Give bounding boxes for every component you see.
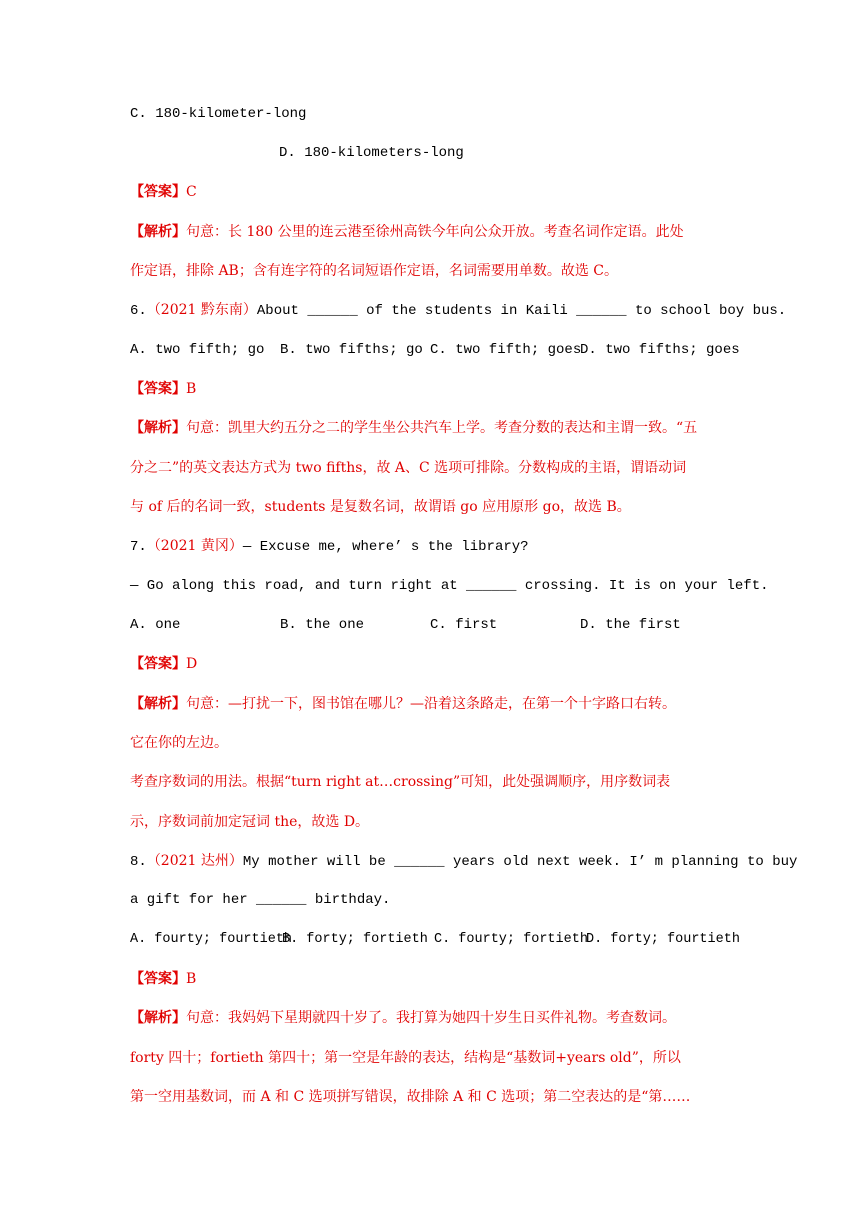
option-c: C. first bbox=[430, 617, 498, 633]
question-stem: My mother will be ______ years old next week. I’ m planning to buy bbox=[242, 854, 798, 870]
q7-stem-line1 bbox=[130, 536, 529, 557]
q5-option-c: C. 180-kilometer-long bbox=[130, 106, 307, 122]
analysis-tag: 【解析】 bbox=[130, 224, 186, 240]
question-number: 7. bbox=[130, 539, 147, 555]
option-c: C. two fifth; goes bbox=[430, 342, 582, 358]
option-b: B. two fifths; go bbox=[280, 342, 423, 358]
analysis-tag: 【解析】 bbox=[130, 696, 186, 712]
answer-tag: 【答案】 bbox=[130, 656, 186, 672]
q5-analysis-line2: 作定语，排除 AB；含有连字符的名词短语作定语，名词需要用单数。故选 C。 bbox=[130, 263, 619, 279]
analysis-text: 句意：长 180 公里的连云港至徐州高铁今年向公众开放。考查名词作定语。此处 bbox=[186, 224, 684, 240]
q7-answer bbox=[130, 654, 197, 674]
q5-analysis-line1 bbox=[130, 222, 684, 242]
answer-value: D bbox=[186, 656, 198, 672]
answer-value: B bbox=[186, 971, 197, 987]
q6-analysis-line1 bbox=[130, 418, 697, 438]
option-d: D. two fifths; goes bbox=[580, 342, 740, 358]
q7-analysis-line4: 示，序数词前加定冠词 the，故选 D。 bbox=[130, 814, 370, 830]
question-stem: About ______ of the students in Kaili ______ to school boy bus. bbox=[256, 303, 787, 319]
option-d: D. forty; fourtieth bbox=[586, 932, 740, 947]
q8-analysis-line2: forty 四十；fortieth 第四十；第一空是年龄的表达，结构是“基数词+years old”，所以 bbox=[130, 1050, 681, 1066]
q7-stem-line2: — Go along this road, and turn right at ______ crossing. It is on your left. bbox=[130, 578, 769, 594]
q7-options bbox=[130, 615, 681, 635]
analysis-tag: 【解析】 bbox=[130, 420, 186, 436]
answer-value: B bbox=[186, 381, 197, 397]
option-b: B. the one bbox=[280, 617, 365, 633]
question-number: 8. bbox=[130, 854, 147, 870]
analysis-tag: 【解析】 bbox=[130, 1010, 186, 1026]
option-a: A. fourty; fourtieth bbox=[130, 932, 293, 947]
question-source: （2021 黄冈） bbox=[146, 538, 243, 554]
q6-analysis-line3: 与 of 后的名词一致，students 是复数名词，故谓语 go 应用原形 go，故选 B。 bbox=[130, 499, 631, 515]
q8-analysis-line3: 第一空用基数词，而 A 和 C 选项拼写错误，故排除 A 和 C 选项；第二空表达的是“第…… bbox=[130, 1089, 691, 1105]
q6-stem bbox=[130, 300, 786, 321]
q8-analysis-line1 bbox=[130, 1008, 676, 1028]
option-c: C. fourty; fortieth bbox=[434, 932, 588, 947]
answer-tag: 【答案】 bbox=[130, 184, 186, 200]
q7-analysis-line3: 考查序数词的用法。根据“turn right at…crossing”可知，此处强调顺序，用序数词表 bbox=[130, 774, 671, 790]
answer-tag: 【答案】 bbox=[130, 971, 186, 987]
option-d: D. the first bbox=[580, 617, 681, 633]
q8-stem-line1 bbox=[130, 851, 797, 872]
q7-analysis-line2: 它在你的左边。 bbox=[130, 735, 228, 751]
q8-stem-line2: a gift for her ______ birthday. bbox=[130, 892, 391, 908]
question-source: （2021 黔东南） bbox=[146, 302, 257, 318]
answer-tag: 【答案】 bbox=[130, 381, 186, 397]
q6-options bbox=[130, 340, 740, 360]
q5-answer bbox=[130, 182, 197, 202]
q7-analysis-line1 bbox=[130, 694, 676, 714]
q8-answer bbox=[130, 969, 196, 989]
analysis-text: 句意：凯里大约五分之二的学生坐公共汽车上学。考查分数的表达和主谓一致。“五 bbox=[186, 420, 698, 436]
question-source: （2021 达州） bbox=[146, 853, 243, 869]
option-b: B. forty; fortieth bbox=[282, 932, 428, 947]
option-a: A. one bbox=[130, 617, 181, 633]
question-number: 6. bbox=[130, 303, 147, 319]
q8-options bbox=[130, 930, 740, 950]
q6-answer bbox=[130, 379, 196, 399]
q6-analysis-line2: 分之二”的英文表达方式为 two fifths，故 A、C 选项可排除。分数构成的主语，谓语动词 bbox=[130, 460, 687, 476]
analysis-text: 句意：我妈妈下星期就四十岁了。我打算为她四十岁生日买件礼物。考查数词。 bbox=[186, 1010, 676, 1026]
option-a: A. two fifth; go bbox=[130, 342, 265, 358]
question-stem: — Excuse me, where’ s the library? bbox=[242, 539, 529, 555]
answer-value: C bbox=[186, 184, 197, 200]
q5-option-d: D. 180-kilometers-long bbox=[279, 145, 464, 161]
analysis-text: 句意：—打扰一下，图书馆在哪儿？—沿着这条路走，在第一个十字路口右转。 bbox=[186, 696, 676, 712]
